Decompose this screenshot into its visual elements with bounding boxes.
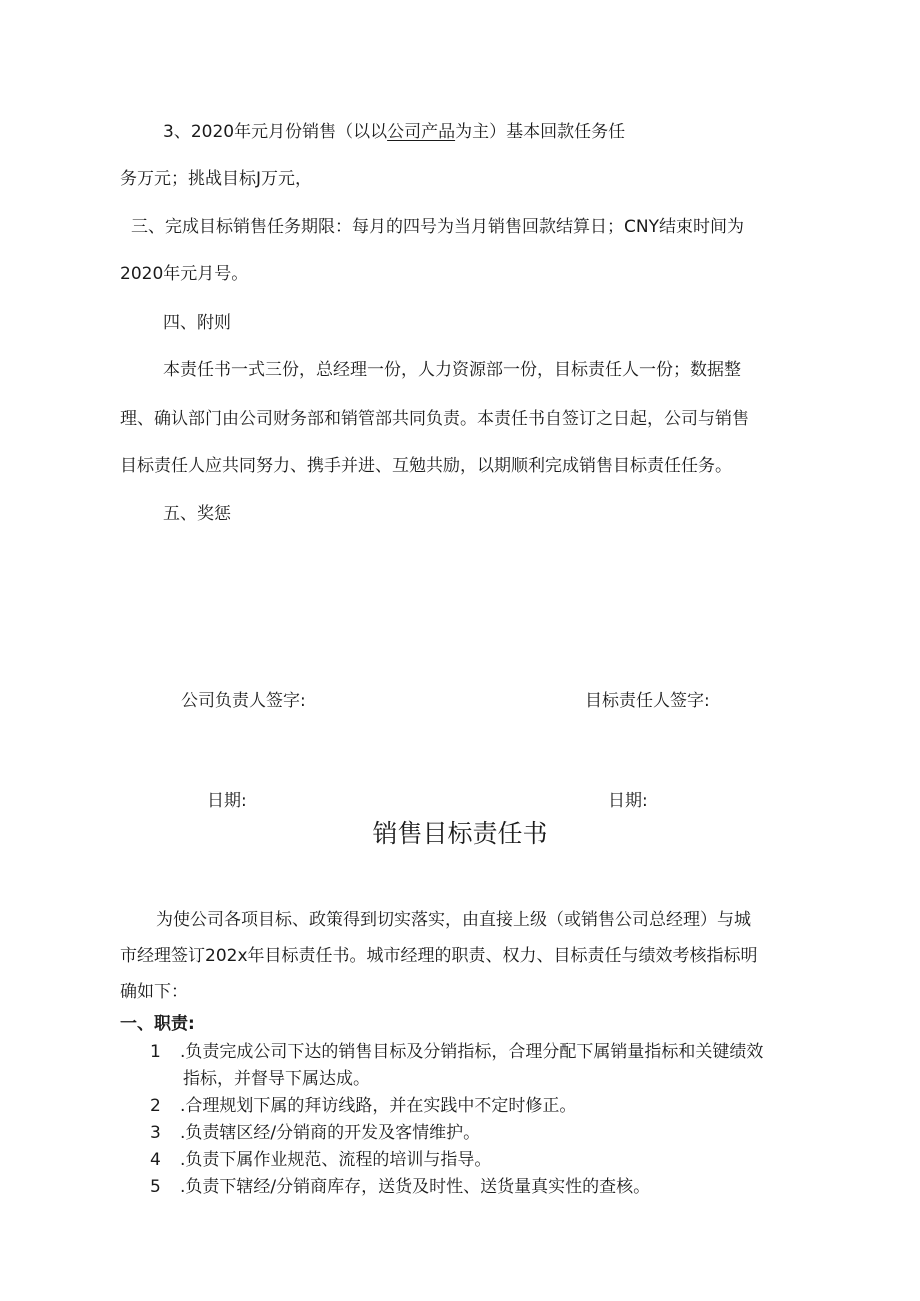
section4-title: 四、附则 (163, 313, 231, 333)
section4-para-line3: 目标责任人应共同努力、携手并进、互勉共励，以期顺利完成销售目标责任任务。 (120, 456, 732, 476)
duty-text: .负责下辖经/分销商库存，送货及时性、送货量真实性的查核。 (180, 1177, 651, 1197)
date-left-label: 日期: (207, 791, 247, 811)
duty-item-3 (150, 1122, 480, 1144)
item3-line1 (163, 121, 625, 143)
duty-item-1 (150, 1041, 763, 1063)
item3-prefix: 3、2020年元月份销售（以以 (163, 122, 388, 142)
duty-text: .负责下属作业规范、流程的培训与指导。 (180, 1150, 492, 1170)
intro-line3: 确如下： (120, 982, 188, 1002)
section3-line1: 三、完成目标销售任务期限：每月的四号为当月销售回款结算日；CNY结束时间为 (131, 217, 744, 237)
duty-item-5 (150, 1176, 650, 1198)
duties-heading: 一、职责: (120, 1014, 195, 1034)
duty-text: .负责辖区经/分销商的开发及客情维护。 (180, 1123, 481, 1143)
duty-text: .合理规划下属的拜访线路，并在实践中不定时修正。 (180, 1096, 577, 1116)
section3-line2: 2020年元月号。 (120, 264, 249, 284)
date-right-label: 日期: (608, 791, 648, 811)
intro-line2: 市经理签订202x年目标责任书。城市经理的职责、权力、目标责任与绩效考核指标明 (120, 946, 758, 966)
duty-number: 4 (150, 1150, 161, 1170)
section4-para-line2: 理、确认部门由公司财务部和销管部共同负责。本责任书自签订之日起，公司与销售 (120, 409, 749, 429)
item3-underlined: 公司产品 (387, 122, 456, 142)
duty-number: 5 (150, 1177, 161, 1197)
company-signature-label: 公司负责人签字: (181, 691, 306, 711)
duty-item-1-cont: 指标，并督导下属达成。 (183, 1069, 370, 1089)
section4-para-line1: 本责任书一式三份，总经理一份，人力资源部一份，目标责任人一份；数据整 (163, 360, 741, 380)
item3-suffix: 为主）基本回款任务任 (455, 122, 626, 142)
duty-number: 1 (150, 1042, 161, 1062)
duty-number: 2 (150, 1096, 161, 1116)
duty-item-4 (150, 1149, 491, 1171)
item3-line2: 务万元；挑战目标J万元， (120, 169, 313, 189)
duty-number: 3 (150, 1123, 161, 1143)
intro-line1: 为使公司各项目标、政策得到切实落实，由直接上级（或销售公司总经理）与城 (156, 910, 751, 930)
section5-title: 五、奖惩 (163, 504, 231, 524)
target-signature-label: 目标责任人签字: (585, 691, 710, 711)
document-title: 销售目标责任书 (372, 820, 548, 848)
duty-item-2 (150, 1095, 576, 1117)
duty-text: .负责完成公司下达的销售目标及分销指标，合理分配下属销量指标和关键绩效 (180, 1042, 764, 1062)
